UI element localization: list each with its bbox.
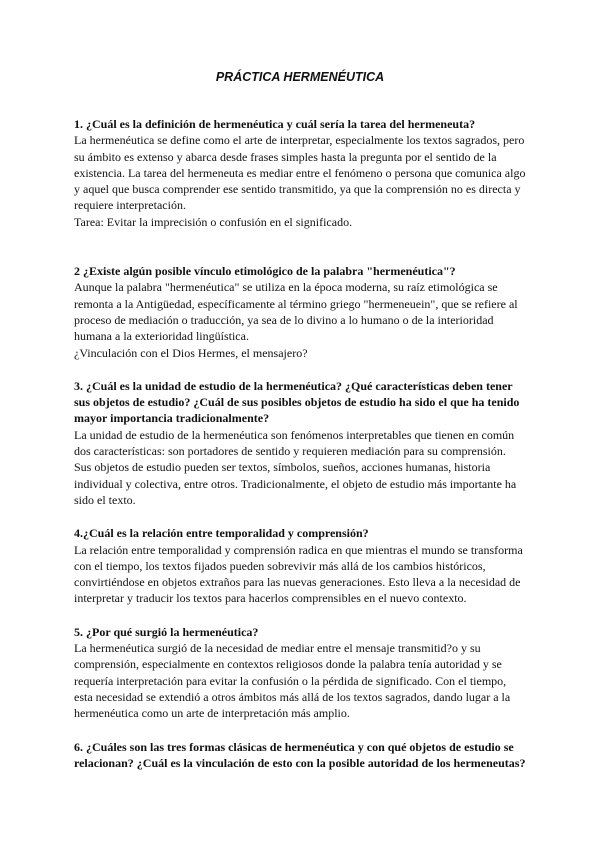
answer-2-paragraph-1: Aunque la palabra "hermenéutica" se utiliza en la época moderna, su raíz etimológica se remonta a la Antigüedad, específicamente al término griego "hermeneuein", que se refiere al proceso de mediación o traducción, ya sea de lo divino a lo humano o de la interioridad humana a la exterioridad lingüística. (74, 280, 518, 344)
section-2 (74, 263, 526, 361)
section-4 (74, 525, 526, 606)
question-4: 4.¿Cuál es la relación entre temporalidad y comprensión? (74, 526, 369, 541)
question-3: 3. ¿Cuál es la unidad de estudio de la hermenéutica? ¿Qué características deben tener sus objetos de estudio? ¿Cuál de sus posibles objetos de estudio ha sido el que ha tenido mayor importancia tradicionalmente? (74, 378, 520, 426)
section-3 (74, 378, 526, 508)
answer-4-paragraph-1: La relación entre temporalidad y comprensión radica en que mientras el mundo se transforma con el tiempo, los textos fijados pueden sobrevivir más allá de los cambios históricos, convirtiéndose en objetos extraños para las nuevas generaciones. Esto lleva a la necesidad de interpretar y traducir los textos para hacerlos comprensibles en el nuevo contexto. (74, 542, 523, 606)
section-6 (74, 739, 526, 772)
answer-1-paragraph-1: La hermenéutica se define como el arte de interpretar, especialmente los textos sagrados, pero su ámbito es extenso y abarca desde frases simples hasta la pregunta por el sentido de la existencia. La tarea del hermeneuta es mediar entre el fenómeno o persona que comunica algo y aquel que busca comprender ese sentido transmitido, ya que la comprensión no es directa y requiere interpretación. (74, 133, 526, 213)
question-6: 6. ¿Cuáles son las tres formas clásicas de hermenéutica y con qué objetos de estudio se relacionan? ¿Cuál es la vinculación de esto con la posible autoridad de los hermeneutas? (74, 739, 526, 770)
answer-2-paragraph-2: ¿Vinculación con el Dios Hermes, el mensajero? (74, 345, 308, 360)
question-1: 1. ¿Cuál es la definición de hermenéutica y cuál sería la tarea del hermeneuta? (74, 117, 476, 131)
question-2: 2 ¿Existe algún posible vínculo etimológico de la palabra "hermenéutica"? (74, 264, 456, 279)
document-body (74, 116, 526, 771)
question-5: 5. ¿Por qué surgió la hermenéutica? (74, 624, 259, 639)
answer-3-paragraph-1: La unidad de estudio de la hermenéutica son fenómenos interpretables que tienen en común dos características: son portadores de sentido y requieren mediación para su comprensión. Sus objetos de estudio pueden ser textos, símbolos, sueños, acciones humanas, historia individual y colectiva, entre otros. Tradicionalmente, el objeto de estudio más importante ha sido el texto. (74, 427, 517, 507)
answer-1-paragraph-2: Tarea: Evitar la imprecisión o confusión en el significado. (74, 214, 353, 229)
section-1 (74, 116, 526, 230)
answer-5-paragraph-1: La hermenéutica surgió de la necesidad de mediar entre el mensaje transmitid?o y su comprensión, especialmente en contextos religiosos donde la palabra tenía autoridad y se requería interpretación para evitar la confusión o la pérdida de significado. Con el tiempo, esta necesidad se extendió a otros ámbitos más allá de los textos sagrados, dando lugar a la hermenéutica como un arte de interpretación más amplio. (74, 641, 511, 721)
section-5 (74, 624, 526, 722)
page-title: PRÁCTICA HERMENÉUTICA (215, 70, 385, 84)
